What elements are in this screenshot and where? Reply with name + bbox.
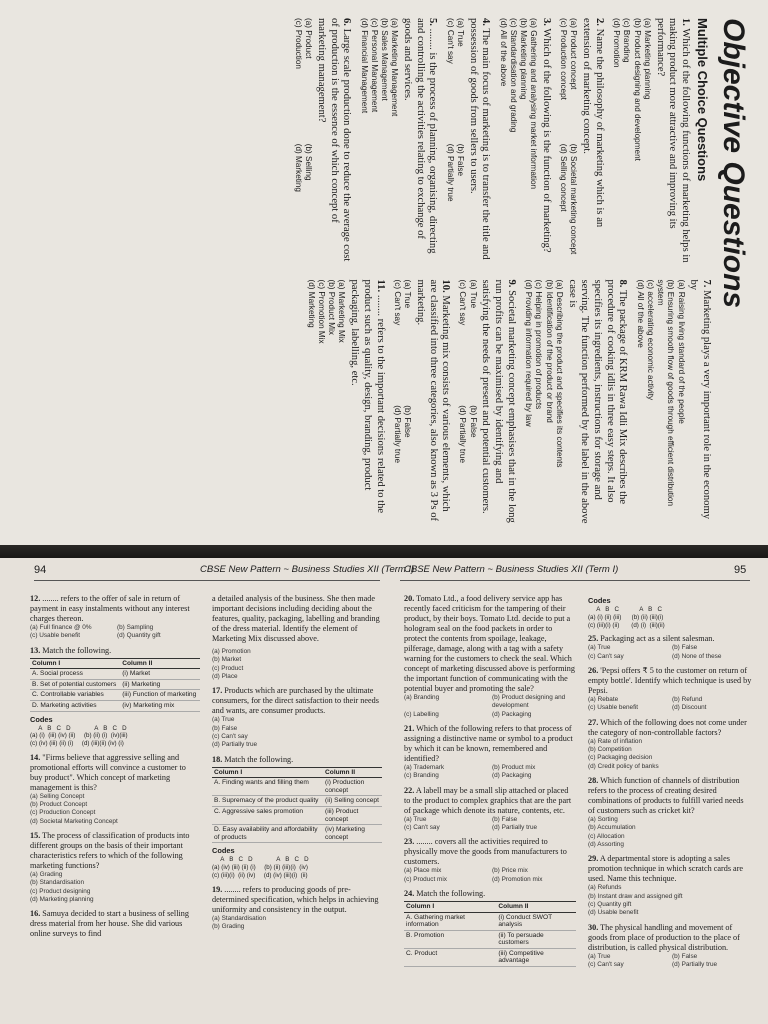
question-text: Which of the following functions of marketing helps in making product more attractive and improving its performance? <box>654 18 691 263</box>
option: (c) Can't say <box>212 732 248 740</box>
option: (c) Can't say <box>588 960 624 968</box>
option: (a) Product <box>304 18 314 59</box>
option: (c) Branding <box>622 18 632 63</box>
option: (d) None of these <box>672 652 722 660</box>
option: (b) False <box>672 644 698 652</box>
table-row <box>30 690 200 701</box>
option: (d) Usable benefit <box>588 909 639 917</box>
option: (d) Credit policy of banks <box>588 762 659 770</box>
page-title: Objective Questions <box>717 18 750 309</box>
options <box>30 793 200 826</box>
option: (d) Promotion mix <box>492 875 543 883</box>
running-header-right: CBSE New Pattern ~ Business Studies XII (Term I) <box>404 564 619 575</box>
question-number: 4. <box>480 18 492 26</box>
table-row <box>212 806 382 824</box>
option: (a) Raising living standard of the people <box>676 279 686 424</box>
option: (b) Selling <box>304 143 314 181</box>
table-cell: (iv) Marketing mix <box>120 700 200 711</box>
table-row <box>212 796 382 807</box>
option: (d) Partially true <box>392 405 402 464</box>
option: (d) Selling concept <box>559 143 569 212</box>
options <box>358 18 399 264</box>
option: (b) False <box>672 952 698 960</box>
option: (a) Refunds <box>588 884 622 892</box>
option: (c) Quantity gift <box>588 900 632 908</box>
question-6 <box>293 18 353 264</box>
option: (b) Product mix <box>492 763 536 771</box>
match-table <box>212 767 382 844</box>
table-cell: (iii) Competitive advantage <box>496 948 576 966</box>
option: (a) Product concept <box>569 18 579 90</box>
option: (b) Product designing and development <box>492 694 566 710</box>
question-text: Name the philosophy of marketing which is an extension of marketing concept. <box>581 18 605 228</box>
option: (b) Societal marketing concept <box>569 143 579 255</box>
option: (a) Full finance @ 0% <box>30 624 92 631</box>
options <box>588 884 752 917</box>
options <box>611 18 652 264</box>
option: (d) Providing information required by law <box>524 279 534 427</box>
option: (b) Sales Management <box>380 18 390 101</box>
question-text: Societal marketing concept emphasises that in the long run profits can be maximised by identifying and satisfying the needs of present and potential customers. <box>480 279 517 523</box>
option: (c) Production concept <box>559 18 569 100</box>
option: (c) Personal Management <box>369 18 379 113</box>
option: (a) Marketing Management <box>390 18 400 117</box>
question-5 <box>358 18 438 264</box>
option: (d) Assorting <box>588 840 624 848</box>
question-9 <box>457 280 517 526</box>
column-header: Column II <box>323 767 382 778</box>
option: (a) True <box>403 279 413 309</box>
question-text: Marketing plays a very important role in the economy by <box>688 279 712 519</box>
options <box>404 867 576 884</box>
options <box>497 18 538 264</box>
option: (d) Discount <box>672 704 707 712</box>
right-page-column-1 <box>404 594 576 972</box>
codes-row: (a) (i) (ii) (iii) (b) (ii) (iii)(i) <box>588 613 664 621</box>
option: (b) False <box>403 405 413 438</box>
codes-title: Codes <box>212 846 235 856</box>
page-number-left: 94 <box>34 564 47 576</box>
match-table <box>404 901 576 967</box>
question-10 <box>392 280 452 526</box>
question-16-continued: a detailed analysis of the business. She then made important decisions including deciding about the features, quality, packaging, labelling and branding of the dress material. Identify the element of Marketing Mix discussed above. <box>212 594 380 643</box>
option: (c) Production <box>293 18 303 69</box>
codes <box>588 606 752 629</box>
question-16-options <box>212 648 382 681</box>
running-header-left: CBSE New Pattern ~ Business Studies XII (Term I) <box>200 564 415 575</box>
option: (c) Promotion Mix <box>317 279 326 344</box>
page-number-right: 95 <box>734 564 747 576</box>
question-12: 12. ........ refers to the offer of sale in return of payment in easy instalments without any interest charges thereon. (a) Full finance @ 0% (b) Sampling (c) Usable benefit (d) Quantity gift <box>30 594 200 641</box>
question-3 <box>497 18 552 264</box>
option: (c) Helping in promotion of products <box>534 279 544 410</box>
question-11 <box>306 280 386 526</box>
table-cell: B. Supremacy of the product quality <box>212 796 323 807</box>
option: (a) True <box>212 716 235 724</box>
table-cell: A. Gathering market information <box>404 912 496 930</box>
option: (b) Marketing planning <box>519 18 529 100</box>
table-cell: (ii) To persuade customers <box>496 930 576 948</box>
options <box>588 953 752 970</box>
codes <box>30 725 200 748</box>
option: (b) Identification of the product or brand <box>544 279 554 423</box>
option: (b) False <box>455 143 465 177</box>
option: (d) Partially true <box>672 960 718 968</box>
codes-row: (c) (iii)(i) (ii) (d) (i) (iii)(ii) <box>588 621 665 629</box>
question-text: Marketing mix consists of various elements, which are classified into three categories, also known as 3 Ps of marketing. <box>414 279 452 522</box>
options <box>634 280 685 526</box>
option: (a) Gathering and analysing market information <box>529 18 539 190</box>
option: (d) All of the above <box>635 279 645 348</box>
options <box>293 18 314 264</box>
question-text: Large scale production done to reduce the average cost of production is the essence of which concept of marketing management? <box>315 18 353 262</box>
codes-row: (c) (iii)(i) (ii) (iv) (d) (iv) (iii)(i) (ii) <box>212 871 308 879</box>
option: (b) False <box>468 405 478 438</box>
option: (b) Price mix <box>492 867 528 875</box>
table-cell: D. Easy availability and affordability of products <box>212 825 323 843</box>
question-30: 30. The physical handling and movement of goods from place of production to the place of distribution, is called physical distribution. (a) True (b) False (c) Can't say (d) Partially true <box>588 923 752 970</box>
option: (a) Sorting <box>588 815 618 823</box>
option: (d) Marketing <box>306 279 316 328</box>
option: (b) Product Concept <box>30 801 88 809</box>
column-header: Column I <box>30 658 120 669</box>
option: (a) Place mix <box>404 867 442 875</box>
options <box>457 280 478 526</box>
option: (a) True <box>588 952 611 960</box>
option: (b) Product designing and development <box>632 18 642 161</box>
option: (d) Promotion <box>612 18 622 68</box>
options <box>588 816 752 849</box>
option: (c) Standardisation and grading <box>508 18 518 133</box>
option: (d) Place <box>212 672 238 680</box>
question-25: 25. Packaging act as a silent salesman. (a) True (b) False (c) Can't say (d) None of these <box>588 634 752 661</box>
question-number: 11. <box>374 279 386 293</box>
options <box>392 280 413 526</box>
question-number: 8. <box>617 279 629 288</box>
question-number: 3. <box>540 18 552 26</box>
table-row <box>404 948 576 966</box>
option: (d) Societal Marketing Concept <box>30 817 118 825</box>
question-24: 24. Match the following. Column I Column II A. Gathering market information (i) Conduct SWOT analysis B. Promotion (ii) To persuade customers C. Product (iii) Competitive advantage <box>404 889 576 967</box>
options <box>588 696 752 713</box>
question-text: The main focus of marketing is to transfer the title and possession of goods from sellers to users. <box>467 18 492 260</box>
question-number: 2. <box>593 18 605 26</box>
option: (a) Standardisation <box>212 914 266 922</box>
option: (a) True <box>468 279 478 309</box>
table-row <box>212 778 382 796</box>
option: (a) Trademark <box>404 763 445 771</box>
question-number: 1. <box>680 18 691 26</box>
option: (a) Rate of inflation <box>588 737 642 745</box>
table-cell: (i) Production concept <box>323 778 382 796</box>
option: (a) Selling Concept <box>30 792 85 800</box>
option: (b) Grading <box>212 922 245 930</box>
table-cell: (iii) Function of marketing <box>120 690 200 701</box>
option: (c) Product mix <box>404 875 447 883</box>
option: (a) True <box>455 18 465 47</box>
options <box>212 915 382 932</box>
options <box>588 644 752 661</box>
question-23: 23. ........ covers all the activities required to physically move the goods from manufacturers to customers. (a) Place mix (b) Price mix (c) Product mix (d) Promotion mix <box>404 837 576 884</box>
question-21: 21. Which of the following refers to that process of assigning a distinctive name or symbol to a product by which it can be known, remembered and identified? (a) Trademark (b) Product mix (c) Branding (d) Packaging <box>404 724 576 781</box>
option: (a) Marketing planning <box>642 18 652 100</box>
option: (a) Describing the product and specifies its contents <box>554 279 564 468</box>
question-number: 6. <box>341 18 353 26</box>
option: (d) Marketing <box>293 143 303 192</box>
options <box>212 648 382 681</box>
table-row <box>30 700 200 711</box>
question-7 <box>634 280 712 526</box>
option: (c) Usable benefit <box>588 704 639 712</box>
question-13: 13. Match the following. Column I Column II A. Social process (i) Market B. Set of potential customers (ii) Marketing C. Controllable variables (iii) Function of marketing D. Marketing activities (iv) Marketing mix Codes A B C D A B C D (a) (i) (iii) (iv) (ii) (b) (ii) (i) (iv)(iii) (c) (iv) (iii) (ii) (i) (d) (iii)(ii) (iv) (i) <box>30 646 200 748</box>
option: (b) Product Mix <box>327 279 337 336</box>
section-title: Multiple Choice Questions <box>695 18 710 182</box>
left-page-column-2 <box>212 594 382 936</box>
option: (a) Rebate <box>588 695 619 703</box>
column-header: Column II <box>496 901 576 912</box>
table-cell: A. Social process <box>30 669 120 680</box>
table-cell: C. Product <box>404 948 496 966</box>
question-22: 22. A labell may be a small slip attached or placed to the product to complex graphics that are the part of package which denote its nature, contents, etc. (a) True (b) False (c) Can't say (d) Partially true <box>404 786 576 833</box>
option: (d) Partially true <box>458 405 468 464</box>
option: (b) Ensuring smooth flow of goods through efficient distribution system <box>656 279 676 506</box>
codes-title: Codes <box>588 596 611 605</box>
option: (d) Partially true <box>212 741 258 749</box>
option: (a) Branding <box>404 694 440 701</box>
right-page-column-2 <box>588 594 752 974</box>
table-cell: C. Controllable variables <box>30 690 120 701</box>
question-17: 17. Products which are purchased by the ultimate consumers, for the direct satisfaction to their needs and wants, are consumer products. (a) True (b) False (c) Can't say (d) Partially true <box>212 686 382 749</box>
table-cell: B. Set of potential customers <box>30 679 120 690</box>
option: (a) Grading <box>30 871 63 879</box>
table-cell: (ii) Selling concept <box>323 796 382 807</box>
table-row <box>404 912 576 930</box>
option: (c) Can't say <box>404 823 440 831</box>
question-27: 27. Which of the following does not come under the category of non-controllable factors? (a) Rate of inflation (b) Competition (c) Packaging decision (d) Credit policy of banks <box>588 718 752 771</box>
option: (d) Packaging <box>492 772 532 780</box>
bottom-spread <box>0 558 768 1024</box>
option: (b) Instant draw and assigned gift <box>588 892 683 900</box>
table-cell: (iv) Marketing concept <box>323 825 382 843</box>
option: (c) Production Concept <box>30 809 96 817</box>
option: (a) True <box>404 815 427 823</box>
options <box>558 18 579 264</box>
column-header: Column I <box>404 901 496 912</box>
options <box>306 280 347 526</box>
question-16: 16. Samuya decided to start a business of selling dress material from her house. She did various online surveys to find <box>30 909 189 939</box>
table-cell: C. Aggressive sales promotion <box>212 806 323 824</box>
options <box>212 716 382 749</box>
question-number: 5. <box>427 18 439 26</box>
codes-title: Codes <box>30 714 53 724</box>
option: (d) Financial Management <box>359 18 369 114</box>
codes-row: (a) (i) (iii) (iv) (ii) (b) (ii) (i) (iv)(iii) <box>30 732 128 740</box>
question-number: 10. <box>440 279 452 293</box>
codes-row: A B C A B C <box>588 606 662 614</box>
option: (c) Labelling <box>404 710 439 718</box>
question-26: 26. 'Pepsi offers ₹ 5 to the customer on return of empty bottle'. Identify which technique is used by Pepsi. (a) Rebate (b) Refund (c) Usable benefit (d) Discount <box>588 665 752 712</box>
option: (b) False <box>492 815 518 823</box>
question-number: 7. <box>701 279 712 288</box>
option: (c) Can't say <box>458 279 468 326</box>
option: (c) Can't say <box>588 652 624 660</box>
option: (c) Usable benefit <box>30 632 81 640</box>
option: (c) Product designing <box>30 887 91 895</box>
options <box>30 871 200 904</box>
question-2 <box>558 18 605 264</box>
option: (c) Can't say <box>445 18 455 64</box>
question-1 <box>611 18 691 264</box>
option: (a) True <box>588 644 611 652</box>
question-18: 18. Match the following. Column I Column II A. Finding wants and filling them (i) Production concept B. Supremacy of the product quality (ii) Selling concept C. Aggressive sales promotion (iii) Product concept D. Easy availability and affordability of products (iv) Marketing concept Codes A B C D A B C D (a) (iv) (iii) (ii) (i) (b) (ii) (iii)(i) (iv) (c) (iii)(i) (ii) (iv) (d) (iv) (iii)(i) (ii) <box>212 755 382 880</box>
question-20: 20. Tomato Ltd., a food delivery service app has recently faced criticism for the tampering of their product, by their boys. Tomato Ltd. decide to put a hologram seal on the food packets in order to protect the contents from spoilage, leakage, pilferage, damage, along with a tag with a safety warning for the customers to check the seal. Which concept of marketing discussed above is performing the important function of communicating with the potential buyer and promoting the sale? (a) Branding (b) Product designing and development (c) Labelling (d) Packaging <box>404 594 575 718</box>
table-cell: (i) Market <box>120 669 200 680</box>
table-cell: D. Marketing activities <box>30 700 120 711</box>
table-cell: B. Promotion <box>404 930 496 948</box>
options <box>404 764 576 781</box>
option: (d) All of the above <box>498 18 508 87</box>
option: (d) Quantity gift <box>117 632 161 640</box>
question-text: The package of KRM Rawa Idli Mix describes the procedure of cooking idlis in three easy steps. It also specifies its ingredients, instructions for storage and serving. The function performed by the label in the above case is <box>566 279 629 524</box>
question-text: ........ is the process of planning, organising, directing and controlling the activities relating to exchange of goods and services. <box>401 18 439 254</box>
question-text: Which of the following is the function of marketing? <box>540 28 552 253</box>
codes-row: (c) (iv) (iii) (ii) (i) (d) (iii)(ii) (iv) (i) <box>30 740 124 748</box>
option: (b) Refund <box>672 695 703 703</box>
match-table <box>30 658 200 712</box>
option: (b) Competition <box>588 745 632 753</box>
option: (d) Marketing planning <box>30 896 94 904</box>
option: (c) Allocation <box>588 832 625 840</box>
table-cell: (iii) Product concept <box>323 806 382 824</box>
options <box>30 624 200 641</box>
left-page-column-1 <box>30 594 200 944</box>
question-14: 14. "Firms believe that aggressive selling and promotional efforts will convince a customer to buy product". Which concept of marketing management is this? (a) Selling Concept (b) Product Concept (c) Production Concept (d) Societal Marketing Concept <box>30 753 200 826</box>
table-row <box>30 669 200 680</box>
option: (b) Standardisation <box>30 879 84 887</box>
option: (b) Sampling <box>117 624 154 631</box>
top-column-left <box>287 18 712 264</box>
option: (c) Branding <box>404 772 439 780</box>
question-19: 19. ........ refers to producing goods of pre-determined specification, which helps in achieving uniformity and consistency in the output. (a) Standardisation (b) Grading <box>212 885 382 932</box>
header-rule-left <box>34 580 380 581</box>
column-header: Column II <box>120 658 200 669</box>
codes-row: (a) (iv) (iii) (ii) (i) (b) (ii) (iii)(i) (iv) <box>212 864 308 872</box>
table-row <box>30 679 200 690</box>
option: (c) Can't say <box>392 279 402 326</box>
option: (d) Partially true <box>492 823 538 831</box>
options <box>404 694 576 719</box>
column-header: Column I <box>212 767 323 778</box>
option: (c) Product <box>212 664 244 672</box>
option: (d) Partially true <box>445 143 455 202</box>
option: (c) Packaging decision <box>588 754 653 762</box>
option: (d) Packaging <box>492 710 532 718</box>
table-row <box>212 825 382 843</box>
option: (a) Marketing Mix <box>337 279 347 343</box>
options <box>404 816 576 833</box>
table-cell: (ii) Marketing <box>120 679 200 690</box>
options <box>444 18 465 264</box>
option: (b) Accumulation <box>588 824 636 832</box>
codes <box>212 856 382 879</box>
options <box>523 280 564 526</box>
option: (b) False <box>212 724 238 732</box>
table-cell: (i) Conduct SWOT analysis <box>496 912 576 930</box>
options <box>588 738 752 771</box>
top-column-right <box>287 280 712 526</box>
question-text: ........ refers to the important decisions related to the product such as quality, design, branding, product packaging, labelling, etc. <box>349 279 386 514</box>
table-cell: A. Finding wants and filling them <box>212 778 323 796</box>
option: (b) Market <box>212 656 242 664</box>
question-8 <box>523 280 629 526</box>
question-28: 28. Which function of channels of distribution refers to the process of creating desired combinations of products to fulfill varied needs of customers such as cricket kit? (a) Sorting (b) Accumulation (c) Allocation (d) Assorting <box>588 776 752 849</box>
question-24-codes <box>588 596 752 629</box>
question-29: 29. A departmental store is adopting a sales promotion technique in which scratch cards are used. Name this technique. (a) Refunds (b) Instant draw and assigned gift (c) Quantity gift (d) Usable benefit <box>588 854 752 917</box>
question-number: 9. <box>505 279 517 288</box>
header-rule-right <box>400 580 750 581</box>
option: (c) accelerating economic activity <box>645 279 655 401</box>
codes-row: A B C D A B C D <box>212 856 309 864</box>
table-row <box>404 930 576 948</box>
question-15: 15. The process of classification of products into different groups on the basis of their important characteristics refers to which of the following marketing functions? (a) Grading (b) Standardisation (c) Product designing (d) Marketing planning <box>30 831 200 904</box>
codes-row: A B C D A B C D <box>30 724 127 732</box>
question-4 <box>444 18 491 264</box>
option: (a) Promotion <box>212 648 251 655</box>
